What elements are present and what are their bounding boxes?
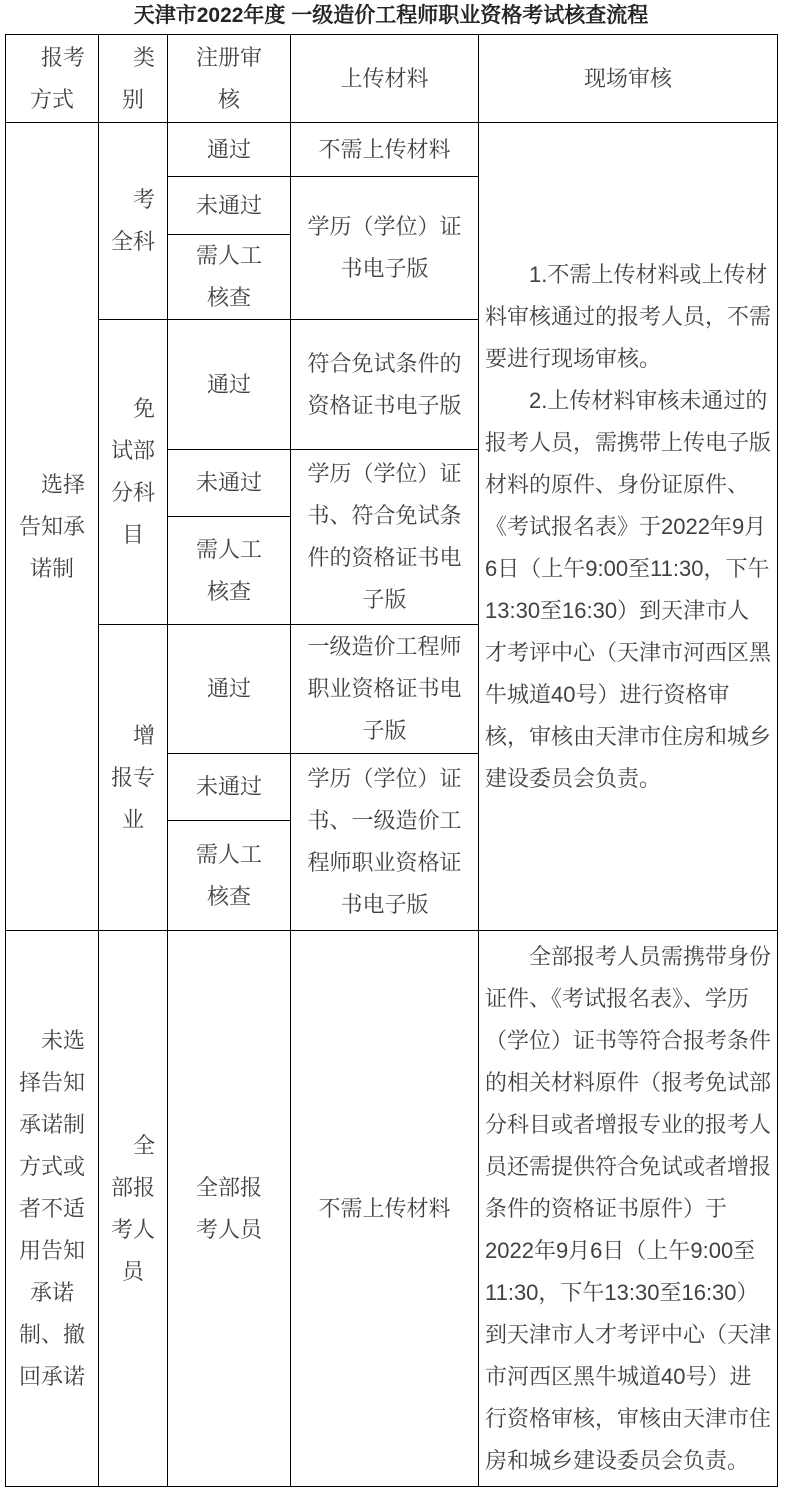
cell-cat-full-exam: 考全科 bbox=[99, 123, 168, 320]
cell-additional-pass-review: 通过 bbox=[168, 625, 291, 754]
no-notice-onsite-review-paragraph: 全部报考人员需携带身份证件、《考试报名表》、学历（学位）证书等符合报考条件的相关材料原件（报考免试部分科目或者增报专业的报考人员还需提供符合免试或者增报条件的资格证书原件）于2022年9月6日（上午9:00至11:30，下午13:30至16:30）到天津市人才考评中心（天津市河西区黑牛城道40号）进行资格审核，审核由天津市住房和城乡建设委员会负责。 bbox=[485, 943, 772, 1473]
header-row bbox=[6, 35, 778, 123]
cell-full-exam-pass-upload: 不需上传材料 bbox=[291, 123, 479, 177]
header-upload-material: 上传材料 bbox=[291, 35, 479, 123]
cell-exempt-manual-review: 需人工核查 bbox=[168, 517, 291, 625]
header-register-review: 注册审核 bbox=[168, 35, 291, 123]
cell-exempt-fail-upload: 学历（学位）证书、符合免试条件的资格证书电子版 bbox=[291, 450, 479, 625]
cell-full-exam-manual-review: 需人工核查 bbox=[168, 235, 291, 320]
cell-no-notice-upload: 不需上传材料 bbox=[291, 931, 479, 1487]
cell-exempt-pass-upload: 符合免试条件的资格证书电子版 bbox=[291, 320, 479, 450]
table-row bbox=[6, 123, 778, 177]
cell-additional-fail-upload: 学历（学位）证书、一级造价工程师职业资格证书电子版 bbox=[291, 754, 479, 931]
page-title: 天津市2022年度 一级造价工程师职业资格考试核查流程 bbox=[133, 4, 649, 27]
header-category: 类别 bbox=[99, 35, 168, 123]
cell-cat-exempt: 免试部分科目 bbox=[99, 320, 168, 625]
cell-no-notice-onsite-review bbox=[479, 931, 778, 1487]
onsite-review-paragraph-2: 2.上传材料审核未通过的报考人员，需携带上传电子版材料的原件、身份证原件、《考试报名表》于2022年9月6日（上午9:00至11:30，下午13:30至16:30）到天津市人才考评中心（天津市河西区黑牛城道40号）进行资格审核，审核由天津市住房和城乡建设委员会负责。 bbox=[485, 387, 772, 791]
header-onsite-review: 现场审核 bbox=[479, 35, 778, 123]
cell-no-notice-apply-method: 未选择告知承诺制方式或者不适用告知承诺制、撤回承诺 bbox=[6, 931, 99, 1487]
cell-full-exam-fail-upload: 学历（学位）证书电子版 bbox=[291, 177, 479, 320]
cell-additional-pass-upload: 一级造价工程师职业资格证书电子版 bbox=[291, 625, 479, 754]
cell-additional-fail-review: 未通过 bbox=[168, 754, 291, 821]
table-row bbox=[6, 931, 778, 1487]
cell-exempt-fail-review: 未通过 bbox=[168, 450, 291, 517]
cell-exempt-pass-review: 通过 bbox=[168, 320, 291, 450]
cell-full-exam-fail-review: 未通过 bbox=[168, 177, 291, 235]
header-apply-method: 报考方式 bbox=[6, 35, 99, 123]
cell-additional-manual-review: 需人工核查 bbox=[168, 821, 291, 931]
cell-notice-onsite-review bbox=[479, 123, 778, 931]
verification-flow-table bbox=[5, 34, 778, 1487]
cell-no-notice-register-review: 全部报考人员 bbox=[168, 931, 291, 1487]
cell-no-notice-category: 全部报考人员 bbox=[99, 931, 168, 1487]
cell-full-exam-pass-review: 通过 bbox=[168, 123, 291, 177]
onsite-review-paragraph-1: 1.不需上传材料或上传材料审核通过的报考人员，不需要进行现场审核。 bbox=[485, 261, 772, 371]
cell-cat-additional: 增报专业 bbox=[99, 625, 168, 931]
cell-notice-apply-method: 选择告知承诺制 bbox=[6, 123, 99, 931]
